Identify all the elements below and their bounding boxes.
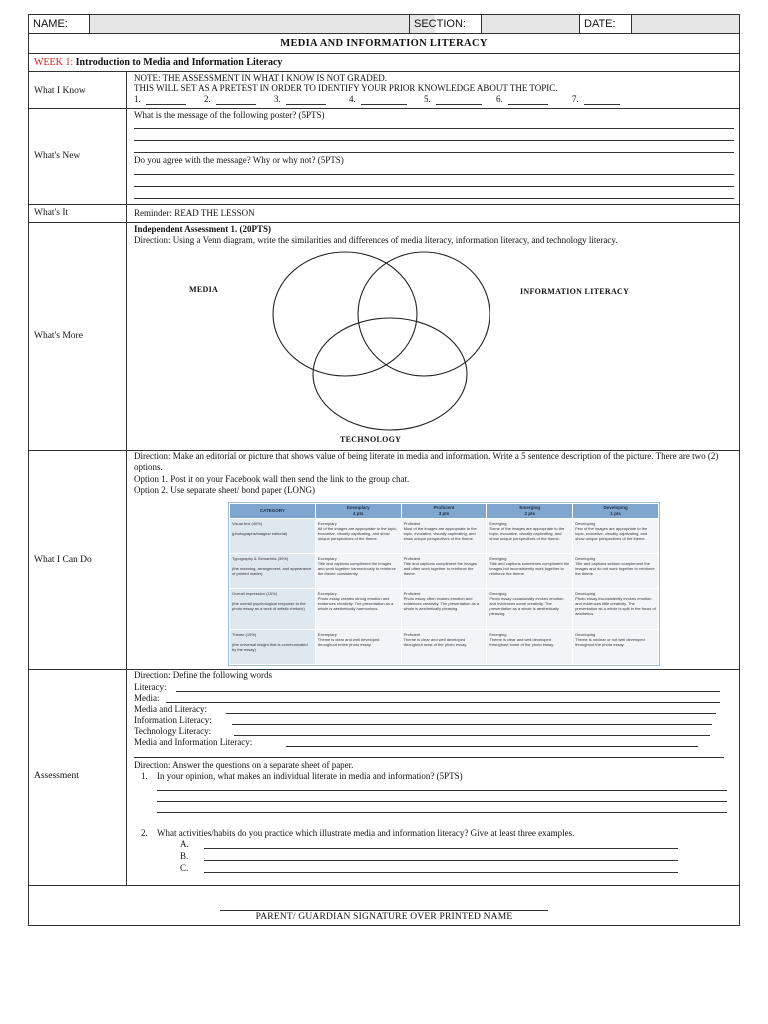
new-answer-line-4[interactable] <box>134 174 734 175</box>
section-label-whats-new: What's New <box>34 151 81 161</box>
date-field[interactable] <box>631 15 739 33</box>
assessment-q1-number: 1. <box>141 771 148 781</box>
rubric-cell: Developing Title and captions seldom complement the images and do not work together to reinforce the theme. <box>573 553 659 588</box>
assessment-q1: In your opinion, what makes an individual literate in media and information? (5PTS) <box>157 771 463 781</box>
venn-diagram <box>260 250 490 440</box>
rubric-category-cell: Overall impression (15%) (the overall psychological response to the photo essay as a work of artistic rhetoric) <box>230 588 316 630</box>
rubric-cell: Exemplary Photo essay creates strong emotion and evidences creativity. The presentation as a whole is aesthetically harmonious. <box>315 588 401 630</box>
more-direction: Direction: Using a Venn diagram, write the similarities and differences of media literacy, information literacy, and technology literacy. <box>134 235 618 245</box>
section-label-assessment: Assessment <box>34 771 79 781</box>
new-answer-line-6[interactable] <box>134 198 734 199</box>
q1-answer-line-3[interactable] <box>157 812 727 813</box>
rubric-table-image <box>228 502 660 666</box>
section-label-what-i-can-do: What I Can Do <box>34 555 92 565</box>
rubric-cell: Proficient Photo essay often evokes emotion and evidences creativity. The presentation as a whole is aesthetically pleasing. <box>401 588 487 630</box>
new-answer-line-5[interactable] <box>134 186 734 187</box>
rubric-cell: Exemplary Theme is clear and well developed throughout entire photo essay. <box>315 630 401 665</box>
define-literacy-line[interactable] <box>176 691 720 692</box>
define-mil-label: Media and Information Literacy: <box>134 737 253 747</box>
q1-answer-line-2[interactable] <box>157 801 727 802</box>
section-field[interactable] <box>481 15 579 33</box>
rubric-header-category: CATEGORY <box>230 504 316 519</box>
signature-caption: PARENT/ GUARDIAN SIGNATURE OVER PRINTED NAME <box>255 912 513 922</box>
signature-line[interactable] <box>220 910 548 911</box>
venn-label-information-literacy: INFORMATION LITERACY <box>520 287 630 296</box>
know-item-1: 1. <box>134 94 141 104</box>
section-label-what-i-know: What I Know <box>34 86 86 96</box>
week-topic: Introduction to Media and Information Literacy <box>75 57 283 68</box>
know-blank-5[interactable] <box>436 104 482 105</box>
know-blank-6[interactable] <box>508 104 548 105</box>
rubric-cell: Exemplary Title and captions compliment the images and work together harmoniously to reinforce the theme consistently. <box>315 553 401 588</box>
section-label: SECTION: <box>409 15 481 33</box>
rubric-row <box>230 588 659 630</box>
q2-answer-b[interactable] <box>204 860 678 861</box>
section-label-whats-more: What's More <box>34 331 83 341</box>
know-blank-7[interactable] <box>584 104 620 105</box>
define-technology-literacy-label: Technology Literacy: <box>134 726 212 736</box>
define-information-literacy-label: Information Literacy: <box>134 715 212 725</box>
define-technology-literacy-line[interactable] <box>234 735 710 736</box>
know-item-4: 4. <box>349 94 356 104</box>
q2-letter-a: A. <box>180 839 189 849</box>
new-question-1: What is the message of the following poster? (5PTS) <box>134 110 325 120</box>
know-note-2: THIS WILL SET AS A PRETEST IN ORDER TO IDENTIFY YOUR PRIOR KNOWLEDGE ABOUT THE TOPIC. <box>134 83 558 93</box>
rubric-header-emerging: Emerging 2 pts <box>487 504 573 519</box>
rubric-category-cell: Visual text (40%) (photographs/images/ editorial) <box>230 519 316 554</box>
more-heading: Independent Assessment 1. (20PTS) <box>134 224 272 234</box>
venn-circle-technology <box>313 318 467 430</box>
define-media-and-literacy-line[interactable] <box>226 713 716 714</box>
rubric-cell: Exemplary All of the images are appropriate to the topic, evocative, visually captivating, and show unique perspectives of the theme. <box>315 519 401 554</box>
define-extra-line[interactable] <box>134 757 724 758</box>
rubric-cell: Developing Theme is unclear or not well developed throughout the photo essay. <box>573 630 659 665</box>
rubric-header-proficient: Proficient 3 pts <box>401 504 487 519</box>
name-label: NAME: <box>33 18 68 30</box>
assessment-q2-number: 2. <box>141 828 148 838</box>
define-media-line[interactable] <box>166 702 720 703</box>
new-answer-line-2[interactable] <box>134 140 734 141</box>
rubric-header-row <box>230 504 659 519</box>
know-item-3: 3. <box>274 94 281 104</box>
know-item-6: 6. <box>496 94 503 104</box>
assessment-q2: What activities/habits do you practice which illustrate media and information literacy? Give at least three examples. <box>157 828 575 838</box>
know-answer-row <box>134 94 634 106</box>
venn-circle-information <box>358 252 490 376</box>
know-blank-3[interactable] <box>286 104 326 105</box>
week-number: WEEK 1: <box>34 57 74 68</box>
know-blank-2[interactable] <box>216 104 256 105</box>
section-label-whats-it: What's It <box>34 208 69 218</box>
know-blank-1[interactable] <box>146 104 186 105</box>
new-answer-line-3[interactable] <box>134 152 734 153</box>
rubric-cell: Emerging Theme is clear and well developed throughout some of the photo essay. <box>487 630 573 665</box>
q2-letter-b: B. <box>180 851 189 861</box>
week-heading <box>34 57 282 68</box>
name-field[interactable] <box>89 15 435 33</box>
know-item-7: 7. <box>572 94 579 104</box>
rubric-row <box>230 553 659 588</box>
rubric-row <box>230 519 659 554</box>
rubric-cell: Proficient Theme is clear and well developed throughout most of the photo essay. <box>401 630 487 665</box>
rubric-cell: Emerging Some of the images are appropriate to the topic, evocative, visually captivating, and show unique perspectives of the theme. <box>487 519 573 554</box>
q2-answer-a[interactable] <box>204 848 678 849</box>
know-item-5: 5. <box>424 94 431 104</box>
rubric-header-developing: Developing 1 pts <box>573 504 659 519</box>
q2-letter-c: C. <box>180 863 189 873</box>
page-title: MEDIA AND INFORMATION LITERACY <box>280 38 488 49</box>
define-media-and-literacy-label: Media and Literacy: <box>134 704 207 714</box>
rubric-row <box>230 630 659 665</box>
rubric-cell: Proficient Most of the images are appropriate to the topic, evocative, visually captivating, and show unique perspectives of the theme. <box>401 519 487 554</box>
can-do-option-1: Option 1. Post it on your Facebook wall then send the link to the group chat. <box>134 474 410 484</box>
rubric-header-exemplary: Exemplary 4 pts <box>315 504 401 519</box>
q1-answer-line-1[interactable] <box>157 790 727 791</box>
assessment-direction-2: Direction: Answer the questions on a separate sheet of paper. <box>134 760 354 770</box>
define-mil-line[interactable] <box>286 746 698 747</box>
q2-answer-c[interactable] <box>204 872 678 873</box>
rubric-cell: Developing Few of the images are appropriate to the topic, evocative, visually captivating, and show unique perspectives of the theme. <box>573 519 659 554</box>
new-question-2: Do you agree with the message? Why or why not? (5PTS) <box>134 155 344 165</box>
rubric-cell: Emerging Photo essay occasionally evokes emotion and evidences some creativity. The presentation as a whole is aesthetically pleasing. <box>487 588 573 630</box>
can-do-option-2: Option 2. Use separate sheet/ bond paper (LONG) <box>134 485 315 495</box>
rubric-cell: Proficient Title and captions compliment the images and often work together to reinforce the theme. <box>401 553 487 588</box>
know-blank-4[interactable] <box>361 104 407 105</box>
date-label: DATE: <box>579 15 631 33</box>
venn-label-media: MEDIA <box>189 285 219 294</box>
new-answer-line-1[interactable] <box>134 128 734 129</box>
define-information-literacy-line[interactable] <box>232 724 712 725</box>
rubric-cell: Emerging Title and captions sometimes compliment the images but inconsistently work together to reinforce the theme. <box>487 553 573 588</box>
header-row <box>28 14 740 34</box>
venn-circle-media <box>273 252 417 376</box>
know-item-2: 2. <box>204 94 211 104</box>
can-do-direction: Direction: Make an editorial or picture that shows value of being literate in media and information. Write a 5 sentence description of the picture. There are two (2) options. <box>134 451 719 472</box>
rubric-category-cell: Typography & Semantics (30%) (the meaning, arrangement, and appearance of printed matter) <box>230 553 316 588</box>
rubric-category-cell: Theme (15%) (the universal insight that is communicated by the essay) <box>230 630 316 665</box>
venn-label-technology: TECHNOLOGY <box>340 435 402 444</box>
rubric-cell: Developing Photo essay inconsistently evokes emotion and evidences little creativity. The presentation as a whole is split in the focus of aesthetics. <box>573 588 659 630</box>
it-reminder: Reminder: READ THE LESSON <box>134 208 255 218</box>
know-note-1: NOTE: THE ASSESSMENT IN WHAT I KNOW IS NOT GRADED. <box>134 73 388 83</box>
define-media-label: Media: <box>134 693 160 703</box>
define-literacy-label: Literacy: <box>134 682 167 692</box>
assessment-direction-1: Direction: Define the following words <box>134 670 272 680</box>
